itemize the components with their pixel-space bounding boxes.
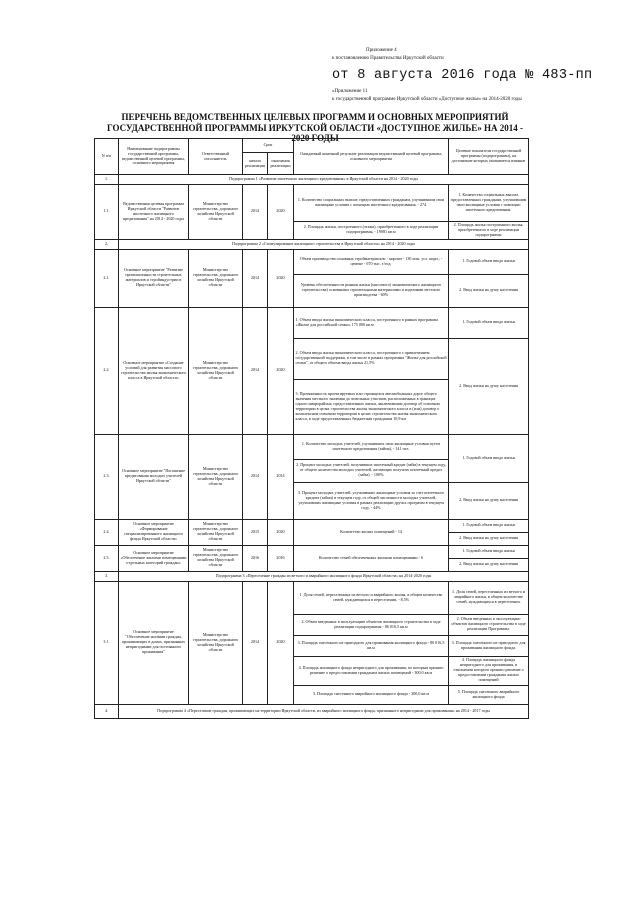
row-executor: Министерство строительства, дорожного хозяйства Иркутской области: [189, 545, 243, 571]
table-row: [95, 249, 529, 274]
row-end: 2016: [268, 545, 294, 571]
subprogram-title: Подпрограмма 4 «Переселение граждан, проживающих на территории Иркутской области, из аварийного жилищного фонда, признанного непригодным для проживания» на 2014 - 2017 годы: [119, 704, 529, 718]
col-indicators-header: Целевые показатели государственной программы (подпрограммы), на достижение которых оказывается влияние: [449, 139, 529, 175]
row-num: 2.: [95, 239, 119, 249]
subprogram-title: Подпрограмма 1 «Развитие ипотечного жилищного кредитования» в Иркутской области на 2014 - 2020 годы: [119, 175, 529, 185]
row-num: 3.: [95, 571, 119, 581]
col-term-header: Срок: [243, 139, 294, 153]
row-indicator: 1. Годовой объем ввода жилья: [449, 519, 529, 532]
col-result-header: Ожидаемый конечный результат реализации ведомственной целевой программы, основного мероприятия: [294, 139, 449, 175]
row-result: 1. Количество молодых учителей, улучшивших свои жилищные условия путем ипотечного кредитования (займа), - 141 чел.: [294, 434, 449, 459]
row-name: Основное мероприятие "Обеспечение жилыми граждан, проживающих в домах, признанных непригодными для постоянного проживания": [119, 581, 189, 704]
row-result: Количество семей обеспеченных жилыми помещениями - 6: [294, 545, 449, 571]
col-executor-header: Ответственный исполнитель: [189, 139, 243, 175]
row-num: 2.2.: [95, 307, 119, 434]
row-indicator: 1. Годовой объем ввода жилья: [449, 249, 529, 274]
row-num: 2.4.: [95, 519, 119, 545]
row-end: 2020: [268, 249, 294, 307]
row-start: 2014: [243, 307, 268, 434]
row-indicator: 1. Доля семей, переселенных из ветхого и аварийного жилья, в общем количестве семей, нуждающихся в переселении.: [449, 581, 529, 614]
row-indicator: 2. Ввод жилья на душу населения: [449, 532, 529, 545]
row-executor: Министерство строительства, дорожного хозяйства Иркутской области: [189, 307, 243, 434]
row-indicator: 1. Годовой объем ввода жилья: [449, 545, 529, 558]
row-indicator: 2. Площадь жилья построенного жилья, приобретенного в ходе реализации подпрограммы: [449, 222, 529, 240]
row-start: 2014: [243, 249, 268, 307]
row-name: Основное мероприятие "Развитие промышленности строительных материалов и стройиндустрии в Иркутской области": [119, 249, 189, 307]
row-num: 2.1.: [95, 249, 119, 307]
row-executor: Министерство строительства, дорожного хозяйства Иркутской области: [189, 434, 243, 519]
row-start: 2014: [243, 434, 268, 519]
row-result: 3. Протяженность проектируемых или строящихся автомобильных дорог общего значения местного значения до земельных участков, расположенных в границах одного микрорайона, предоставленных жилья, заключившим договор об освоении территории в целях строительства жилья экономического класса в (или) договор о комплексном освоении территории в целях строительства жилья экономического класса, в ходе предоставленных бюджетами гражданам 10,9 км: [294, 379, 449, 434]
row-executor: Министерство строительства, дорожного хозяйства Иркутской области: [189, 519, 243, 545]
row-num: 4.: [95, 704, 119, 718]
subprogram-title: Подпрограмма 3 «Переселение граждан из ветхого и аварийного жилищного фонда Иркутской области» на 2014-2020 годы: [119, 571, 529, 581]
row-end: 2020: [268, 307, 294, 434]
subprogram-row: [95, 175, 529, 185]
table-row: [95, 307, 529, 338]
row-indicator: 2. Объем введенных в эксплуатацию объектов жилищного строительства в ходе реализации Программы.: [449, 614, 529, 635]
table-row: [95, 545, 529, 558]
row-result: 2. Процент молодых учителей, получивших ипотечный кредит (займ) в текущем году, от общего количества молодых учителей, желающих получить ипотечный кредит (займ), - 100%: [294, 459, 449, 482]
row-result: 1. Доля семей, переселенных из ветхого и аварийного жилья, в общем количестве семей, нуждающихся в переселении, - 8,5%: [294, 581, 449, 614]
date-stamp: от 8 августа 2016 года № 483-пп: [332, 68, 593, 83]
row-num: 1.: [95, 175, 119, 185]
table-row: [95, 434, 529, 459]
row-executor: Министерство строительства, дорожного хозяйства Иркутской области: [189, 249, 243, 307]
row-indicator: 1. Количество социальных выплат, предоставленных гражданам, улучшившим свои жилищные условия с помощью ипотечного кредитования.: [449, 185, 529, 222]
row-indicator: 4. Площадь жилищного фонда непригодного для проживания, в отношении которого принято решение о предоставлении гражданам жилых помещений: [449, 656, 529, 685]
row-start: 2014: [243, 581, 268, 704]
col-name-header: Наименование подпрограммы государственной программы, ведомственной целевой программы, основного мероприятия: [119, 139, 189, 175]
row-name: Основное мероприятие "Погашение кредитования молодых учителей Иркутской области": [119, 434, 189, 519]
row-name: Ведомственная целевая программа Иркутской области "Развитие ипотечного жилищного кредитования" на 2014 - 2020 годы: [119, 185, 189, 240]
row-name: Основное мероприятие «Формирование специализированного жилищного фонда Иркутской области»: [119, 519, 189, 545]
table-row: [95, 185, 529, 222]
row-name: Основное мероприятие «Создание условий для развития массового строительства жилья экономического класса в Иркутской области»: [119, 307, 189, 434]
row-indicator: 2. Ввод жилья на душу населения: [449, 558, 529, 571]
subprogram-row: [95, 239, 529, 249]
row-result: 2. Объем ввода жилья экономического класса, построенного с привлечением государственной поддержки, в том числе в рамках программы "Жилье для российской семьи", от общего объема ввода жилья 21,5%: [294, 338, 449, 379]
row-executor: Министерство строительства, дорожного хозяйства Иркутской области: [189, 581, 243, 704]
subprogram-title: Подпрограмма 2 «Стимулирование жилищного строительства в Иркутской области» на 2014 - 2020 годы: [119, 239, 529, 249]
document-title: ПЕРЕЧЕНЬ ВЕДОМСТВЕННЫХ ЦЕЛЕВЫХ ПРОГРАММ И ОСНОВНЫХ МЕРОПРИЯТИЙ ГОСУДАРСТВЕННОЙ ПРОГРАММЫ ИРКУТСКОЙ ОБЛАСТИ «ДОСТУПНОЕ ЖИЛЬЕ» НА 2014 - 2020 ГОДЫ: [106, 112, 524, 143]
row-result: 3. Площадь снесенного не пригодного для проживания жилищного фонда - 80 016,5 кв.м: [294, 635, 449, 656]
row-result: Объем производства основных стройматериалов: - кирпич - 130 млн. усл. кирп.; - цемент - 670 тыс. т/год.: [294, 249, 449, 274]
subprogram-row: [95, 571, 529, 581]
row-result: 2. Объем введенных в эксплуатацию объектов жилищного строительства в ходе реализации подпрограммы - 86 016,5 кв.м: [294, 614, 449, 635]
row-start: 2014: [243, 185, 268, 240]
row-indicator: 1. Годовой объем ввода жилья: [449, 434, 529, 482]
table-header-row: [95, 139, 529, 153]
row-indicator: 3. Площадь снесенного не пригодного для проживания жилищного фонда.: [449, 635, 529, 656]
appendix-to-label: к постановлению Правительства Иркутской области: [332, 56, 444, 61]
row-num: 2.3.: [95, 434, 119, 519]
row-num: 3.1.: [95, 581, 119, 704]
row-end: 2020: [268, 581, 294, 704]
table-row: [95, 519, 529, 532]
row-indicator: 1. Годовой объем ввода жилья: [449, 307, 529, 338]
row-result: 3. Процент молодых учителей, улучшивших жилищные условия за счет ипотечного кредита (займа) в текущем году, от общей численности молодых учителей, улучшивших жилищные условия в рамках реализации других программ в текущем году, - 44%: [294, 482, 449, 519]
row-result: 4. Площадь жилищного фонда непригодного для проживания, по которым принято решение о предоставлении гражданам жилых помещений - 300,0 кв.м: [294, 656, 449, 685]
row-indicator: 2. Ввод жилья на душу населения: [449, 274, 529, 307]
row-end: 2020: [268, 519, 294, 545]
row-num: 1.1.: [95, 185, 119, 240]
row-num: 2.5.: [95, 545, 119, 571]
row-result: 5. Площадь снесенного аварийного жилищного фонда - 300,0 кв.м: [294, 685, 449, 704]
prev-appendix-to-label: к государственной программе Иркутской области «Доступное жилье» на 2014-2020 годы: [332, 97, 522, 102]
row-result: 1. Объем ввода жилья экономического класса, построенного в рамках программы «Жилье для российской семьи» 175 000 кв.м: [294, 307, 449, 338]
row-name: Основное мероприятие «Обеспечение жилыми помещениями отдельных категорий граждан»: [119, 545, 189, 571]
appendix-label: Приложение 4: [366, 48, 397, 53]
row-executor: Министерство строительства, дорожного хозяйства Иркутской области: [189, 185, 243, 240]
row-start: 2015: [243, 519, 268, 545]
col-start-header: начала реализации: [243, 153, 268, 175]
row-indicator: 2. Ввод жилья на душу населения: [449, 338, 529, 434]
programs-table: [94, 138, 529, 719]
col-end-header: окончания реализации: [268, 153, 294, 175]
row-indicator: 2. Ввод жилья на душу населения: [449, 482, 529, 519]
row-end: 2020: [268, 185, 294, 240]
col-num-header: N п/п: [95, 139, 119, 175]
prev-appendix-label: «Приложение 11: [332, 89, 368, 94]
row-result: Количество жилых помещений - 14: [294, 519, 449, 545]
row-result: Уровень обеспеченности рынков жилья (массового) экономического жилищного строительства) основными строительными материалами и изделиями местного производства - 60%: [294, 274, 449, 307]
row-result: 2. Площадь жилья, построенного (этажа), приобретенного в ходе реализации подпрограммы, - 19081 кв.м: [294, 222, 449, 240]
subprogram-row: [95, 704, 529, 718]
row-result: 1. Количество социальных выплат, предоставленных гражданам, улучшившим свои жилищные условия с помощью ипотечного кредитования, - 274.: [294, 185, 449, 222]
table-row: [95, 581, 529, 614]
row-end: 2014: [268, 434, 294, 519]
row-indicator: 5. Площадь снесенного аварийного жилищного фонда: [449, 685, 529, 704]
row-start: 2016: [243, 545, 268, 571]
